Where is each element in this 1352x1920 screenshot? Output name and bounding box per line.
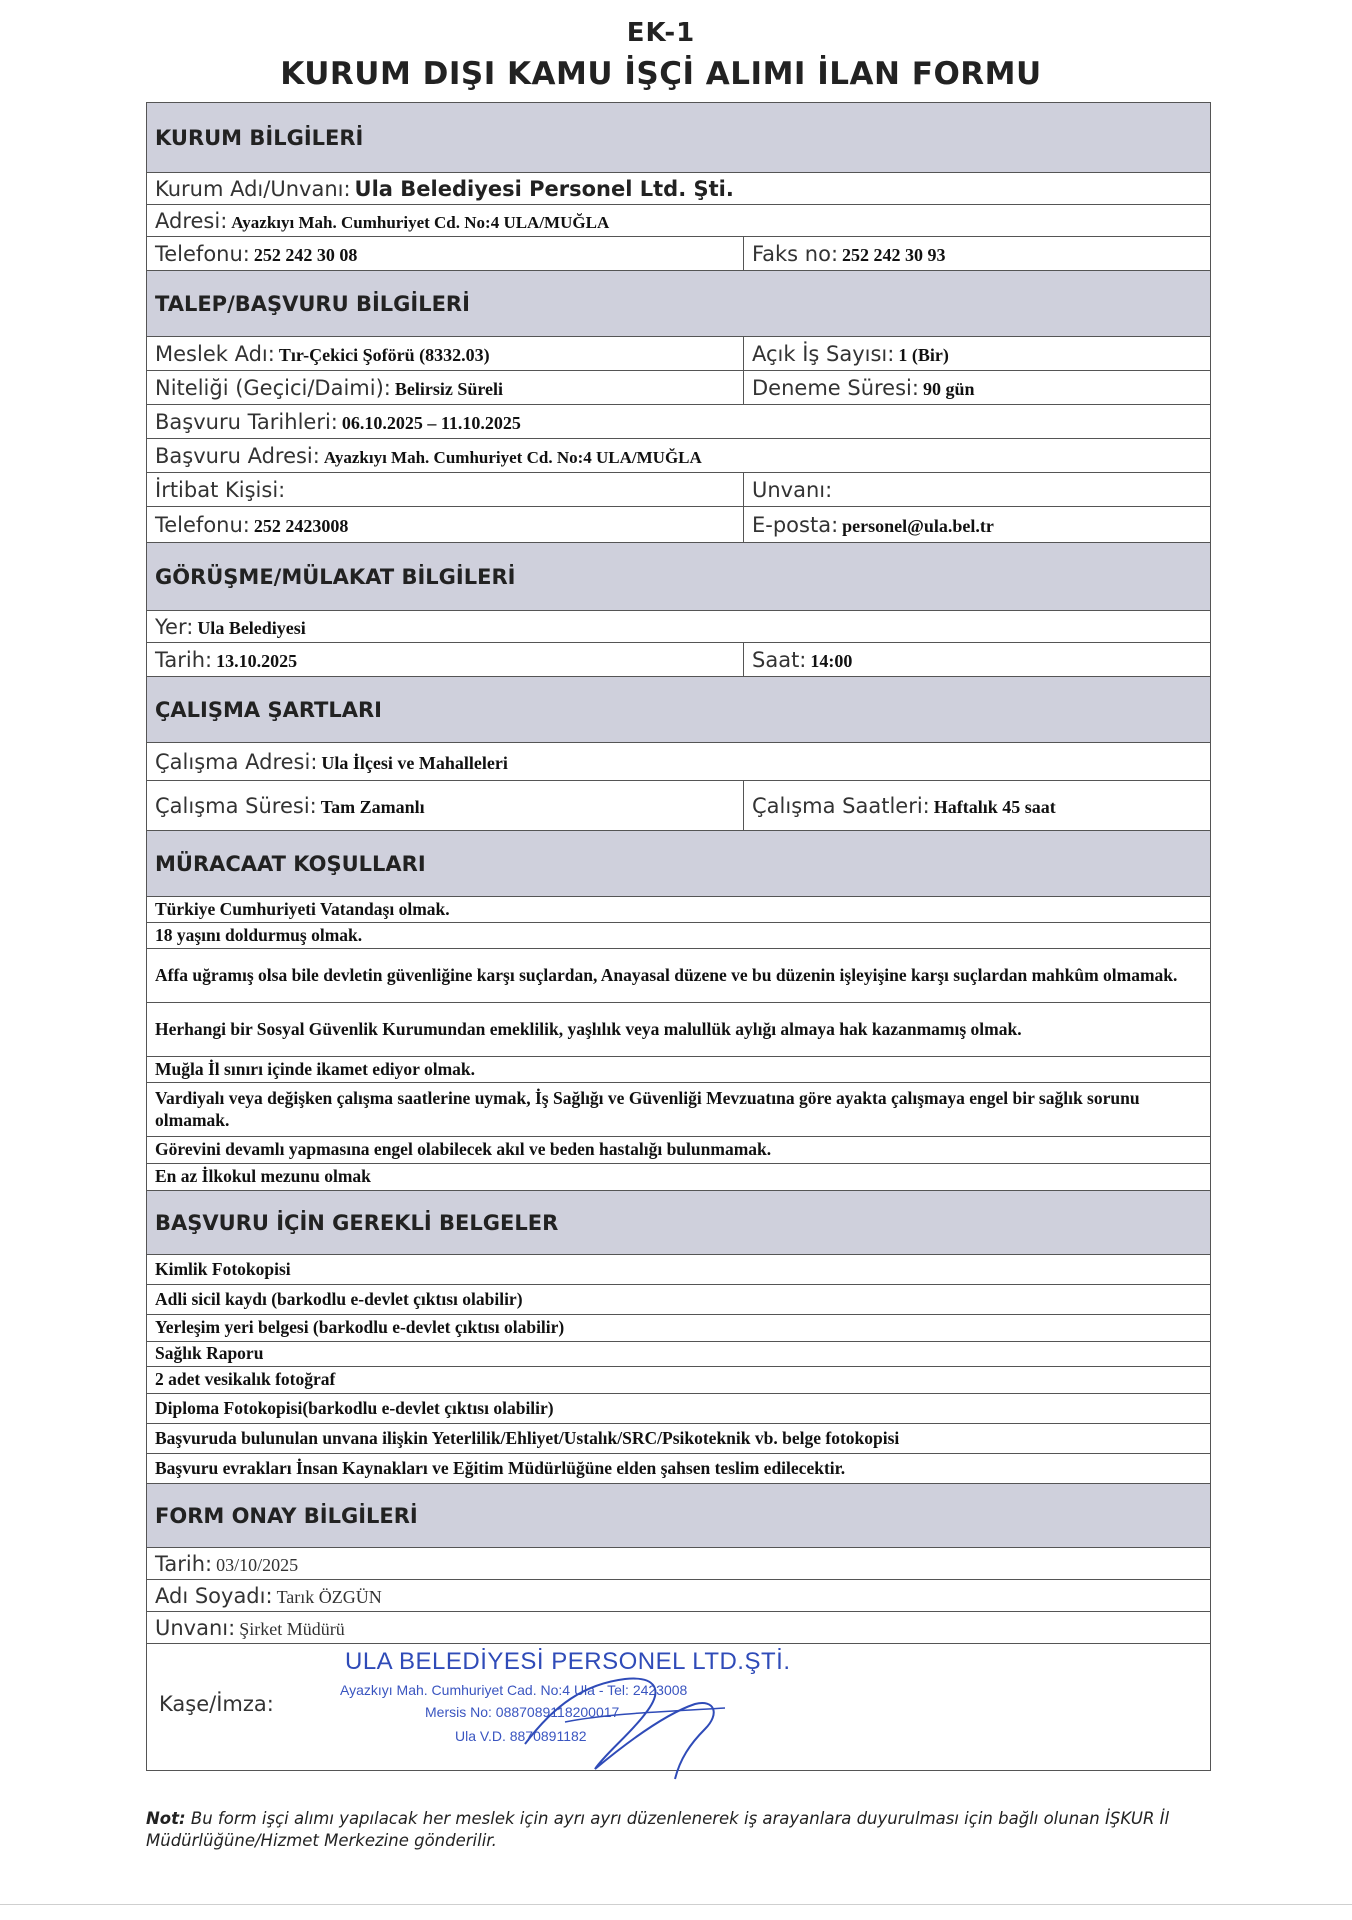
company-stamp-title: ULA BELEDİYESİ PERSONEL LTD.ŞTİ. (345, 1648, 791, 1675)
kurum-adres-label: Adresi: (155, 208, 228, 233)
muracaat-item: Herhangi bir Sosyal Güvenlik Kurumundan emeklilik, yaşlılık veya malullük aylığı almaya hak kazanmamış olmak. (147, 1003, 1211, 1057)
calisma-adres-row (147, 743, 1211, 781)
nitelik-value: Belirsiz Süreli (394, 378, 504, 399)
kurum-telefon-value: 252 242 30 08 (253, 244, 358, 265)
onay-adsoyad-label: Adı Soyadı: (155, 1583, 273, 1608)
nitelik-cell (147, 371, 744, 405)
belge-item: Başvuruda bulunulan unvana ilişkin Yeterlilik/Ehliyet/Ustalık/SRC/Psikoteknik vb. belge fotokopisi (147, 1424, 1211, 1454)
belge-item: Diploma Fotokopisi(barkodlu e-devlet çıktısı olabilir) (147, 1394, 1211, 1424)
company-stamp-taxno: Ula V.D. 8870891182 (455, 1728, 587, 1744)
onay-tarih-label: Tarih: (155, 1551, 213, 1576)
deneme-label: Deneme Süresi: (752, 375, 919, 400)
meslek-cell (147, 337, 744, 371)
note-prefix: Not: (146, 1809, 186, 1828)
calisma-saat-value: Haftalık 45 saat (933, 796, 1056, 817)
belge-item: Başvuru evrakları İnsan Kaynakları ve Eğitim Müdürlüğüne elden şahsen teslim edilecektir. (147, 1454, 1211, 1484)
talep-telefon-label: Telefonu: (155, 512, 250, 537)
kurum-telefon-cell (147, 237, 744, 271)
gorusme-tarih-label: Tarih: (155, 647, 213, 672)
basvuru-tarih-value: 06.10.2025 – 11.10.2025 (341, 412, 521, 433)
note-text: Bu form işçi alımı yapılacak her meslek için ayrı ayrı düzenlenerek iş arayanlara duyurulması için bağlı olunan İŞKUR İl Müdürlüğüne/Hizmet Merkezine gönderilir. (146, 1809, 1170, 1851)
eposta-value: personel@ula.bel.tr (842, 515, 994, 536)
gorusme-tarih-value: 13.10.2025 (216, 650, 298, 671)
belge-item: Adli sicil kaydı (barkodlu e-devlet çıktısı olabilir) (147, 1285, 1211, 1315)
nitelik-label: Niteliği (Geçici/Daimi): (155, 375, 391, 400)
deneme-cell (744, 371, 1211, 405)
belge-item: 2 adet vesikalık fotoğraf (147, 1367, 1211, 1394)
calisma-adres-label: Çalışma Adresi: (155, 749, 318, 774)
onay-tarih-row (147, 1548, 1211, 1580)
footer-note (146, 1808, 1226, 1853)
irtibat-cell (147, 473, 744, 507)
kurum-adi-row (147, 173, 1211, 205)
section-belgeler: BAŞVURU İÇİN GEREKLİ BELGELER (147, 1191, 1211, 1255)
talep-telefon-value: 252 2423008 (253, 515, 349, 536)
gorusme-saat-label: Saat: (752, 647, 807, 672)
acik-is-value: 1 (Bir) (898, 344, 949, 365)
irtibat-label: İrtibat Kişisi: (155, 477, 286, 502)
section-talep: TALEP/BAŞVURU BİLGİLERİ (147, 271, 1211, 337)
kurum-adres-value: Ayazkıyı Mah. Cumhuriyet Cd. No:4 ULA/MUĞLA (231, 212, 610, 232)
deneme-value: 90 gün (922, 378, 975, 399)
muracaat-item: Affa uğramış olsa bile devletin güvenliğine karşı suçlardan, Anayasal düzene ve bu düzenin işleyişine karşı suçlardan mahkûm olmamak. (147, 949, 1211, 1003)
kurum-telefon-label: Telefonu: (155, 241, 250, 266)
calisma-adres-value: Ula İlçesi ve Mahalleleri (321, 752, 508, 773)
muracaat-item: Vardiyalı veya değişken çalışma saatlerine uymak, İş Sağlığı ve Güvenliği Mevzuatına göre ayakta çalışmaya engel bir sağlık sorunu olmamak. (147, 1083, 1211, 1137)
page-title: KURUM DIŞI KAMU İŞÇİ ALIMI İLAN FORMU (280, 56, 1042, 92)
gorusme-saat-cell (744, 643, 1211, 677)
eposta-label: E-posta: (752, 512, 839, 537)
irtibat-unvan-cell (744, 473, 1211, 507)
calisma-saat-label: Çalışma Saatleri: (752, 793, 930, 818)
onay-unvan-value: Şirket Müdürü (239, 1618, 345, 1639)
section-kurum: KURUM BİLGİLERİ (147, 103, 1211, 173)
basvuru-adres-value: Ayazkıyı Mah. Cumhuriyet Cd. No:4 ULA/MUĞLA (323, 447, 702, 467)
kurum-faks-value: 252 242 30 93 (842, 244, 946, 265)
muracaat-item: Muğla İl sınırı içinde ikamet ediyor olmak. (147, 1057, 1211, 1083)
onay-tarih-value: 03/10/2025 (216, 1554, 299, 1575)
gorusme-yer-label: Yer: (155, 614, 194, 639)
kurum-adres-row (147, 205, 1211, 237)
company-stamp-address: Ayazkıyı Mah. Cumhuriyet Cad. No:4 Ula - Tel: 2423008 (340, 1682, 688, 1698)
basvuru-adres-row (147, 439, 1211, 473)
muracaat-item: Türkiye Cumhuriyeti Vatandaşı olmak. (147, 897, 1211, 923)
eposta-cell (744, 507, 1211, 543)
meslek-value: Tır-Çekici Şoförü (8332.03) (278, 344, 490, 365)
calisma-saat-cell (744, 781, 1211, 831)
kase-imza-row (147, 1644, 1211, 1771)
meslek-label: Meslek Adı: (155, 341, 275, 366)
gorusme-yer-value: Ula Belediyesi (197, 617, 306, 638)
muracaat-item: En az İlkokul mezunu olmak (147, 1164, 1211, 1191)
onay-unvan-label: Unvanı: (155, 1615, 236, 1640)
page-bottom-divider (0, 1904, 1352, 1905)
company-stamp-mersis: Mersis No: 0887089118200017 (425, 1704, 620, 1720)
basvuru-tarih-row (147, 405, 1211, 439)
belge-item: Yerleşim yeri belgesi (barkodlu e-devlet çıktısı olabilir) (147, 1315, 1211, 1342)
section-muracaat: MÜRACAAT KOŞULLARI (147, 831, 1211, 897)
belge-item: Sağlık Raporu (147, 1342, 1211, 1367)
calisma-sure-value: Tam Zamanlı (320, 796, 425, 817)
basvuru-adres-label: Başvuru Adresi: (155, 443, 320, 468)
section-onay: FORM ONAY BİLGİLERİ (147, 1484, 1211, 1548)
acik-is-cell (744, 337, 1211, 371)
muracaat-item: 18 yaşını doldurmuş olmak. (147, 923, 1211, 949)
irtibat-unvan-label: Unvanı: (752, 477, 833, 502)
annex-label: EK-1 (626, 18, 696, 48)
gorusme-tarih-cell (147, 643, 744, 677)
gorusme-yer-row (147, 611, 1211, 643)
onay-adsoyad-value: Tarık ÖZGÜN (276, 1586, 382, 1607)
kurum-adi-value: Ula Belediyesi Personel Ltd. Şti. (354, 176, 734, 201)
signature-scribble-icon (325, 1644, 825, 1784)
basvuru-tarih-label: Başvuru Tarihleri: (155, 409, 338, 434)
talep-telefon-cell (147, 507, 744, 543)
calisma-sure-cell (147, 781, 744, 831)
calisma-sure-label: Çalışma Süresi: (155, 793, 317, 818)
announcement-form-table (146, 102, 1211, 1771)
section-calisma: ÇALIŞMA ŞARTLARI (147, 677, 1211, 743)
belge-item: Kimlik Fotokopisi (147, 1255, 1211, 1285)
gorusme-saat-value: 14:00 (810, 650, 853, 671)
kurum-faks-cell (744, 237, 1211, 271)
onay-adsoyad-row (147, 1580, 1211, 1612)
section-gorusme: GÖRÜŞME/MÜLAKAT BİLGİLERİ (147, 543, 1211, 611)
muracaat-item: Görevini devamlı yapmasına engel olabilecek akıl ve beden hastalığı bulunmamak. (147, 1137, 1211, 1164)
acik-is-label: Açık İş Sayısı: (752, 341, 895, 366)
kurum-faks-label: Faks no: (752, 241, 839, 266)
onay-unvan-row (147, 1612, 1211, 1644)
title-block (0, 18, 1352, 92)
kase-imza-label: Kaşe/İmza: (159, 1692, 274, 1716)
kurum-adi-label: Kurum Adı/Unvanı: (155, 176, 351, 201)
